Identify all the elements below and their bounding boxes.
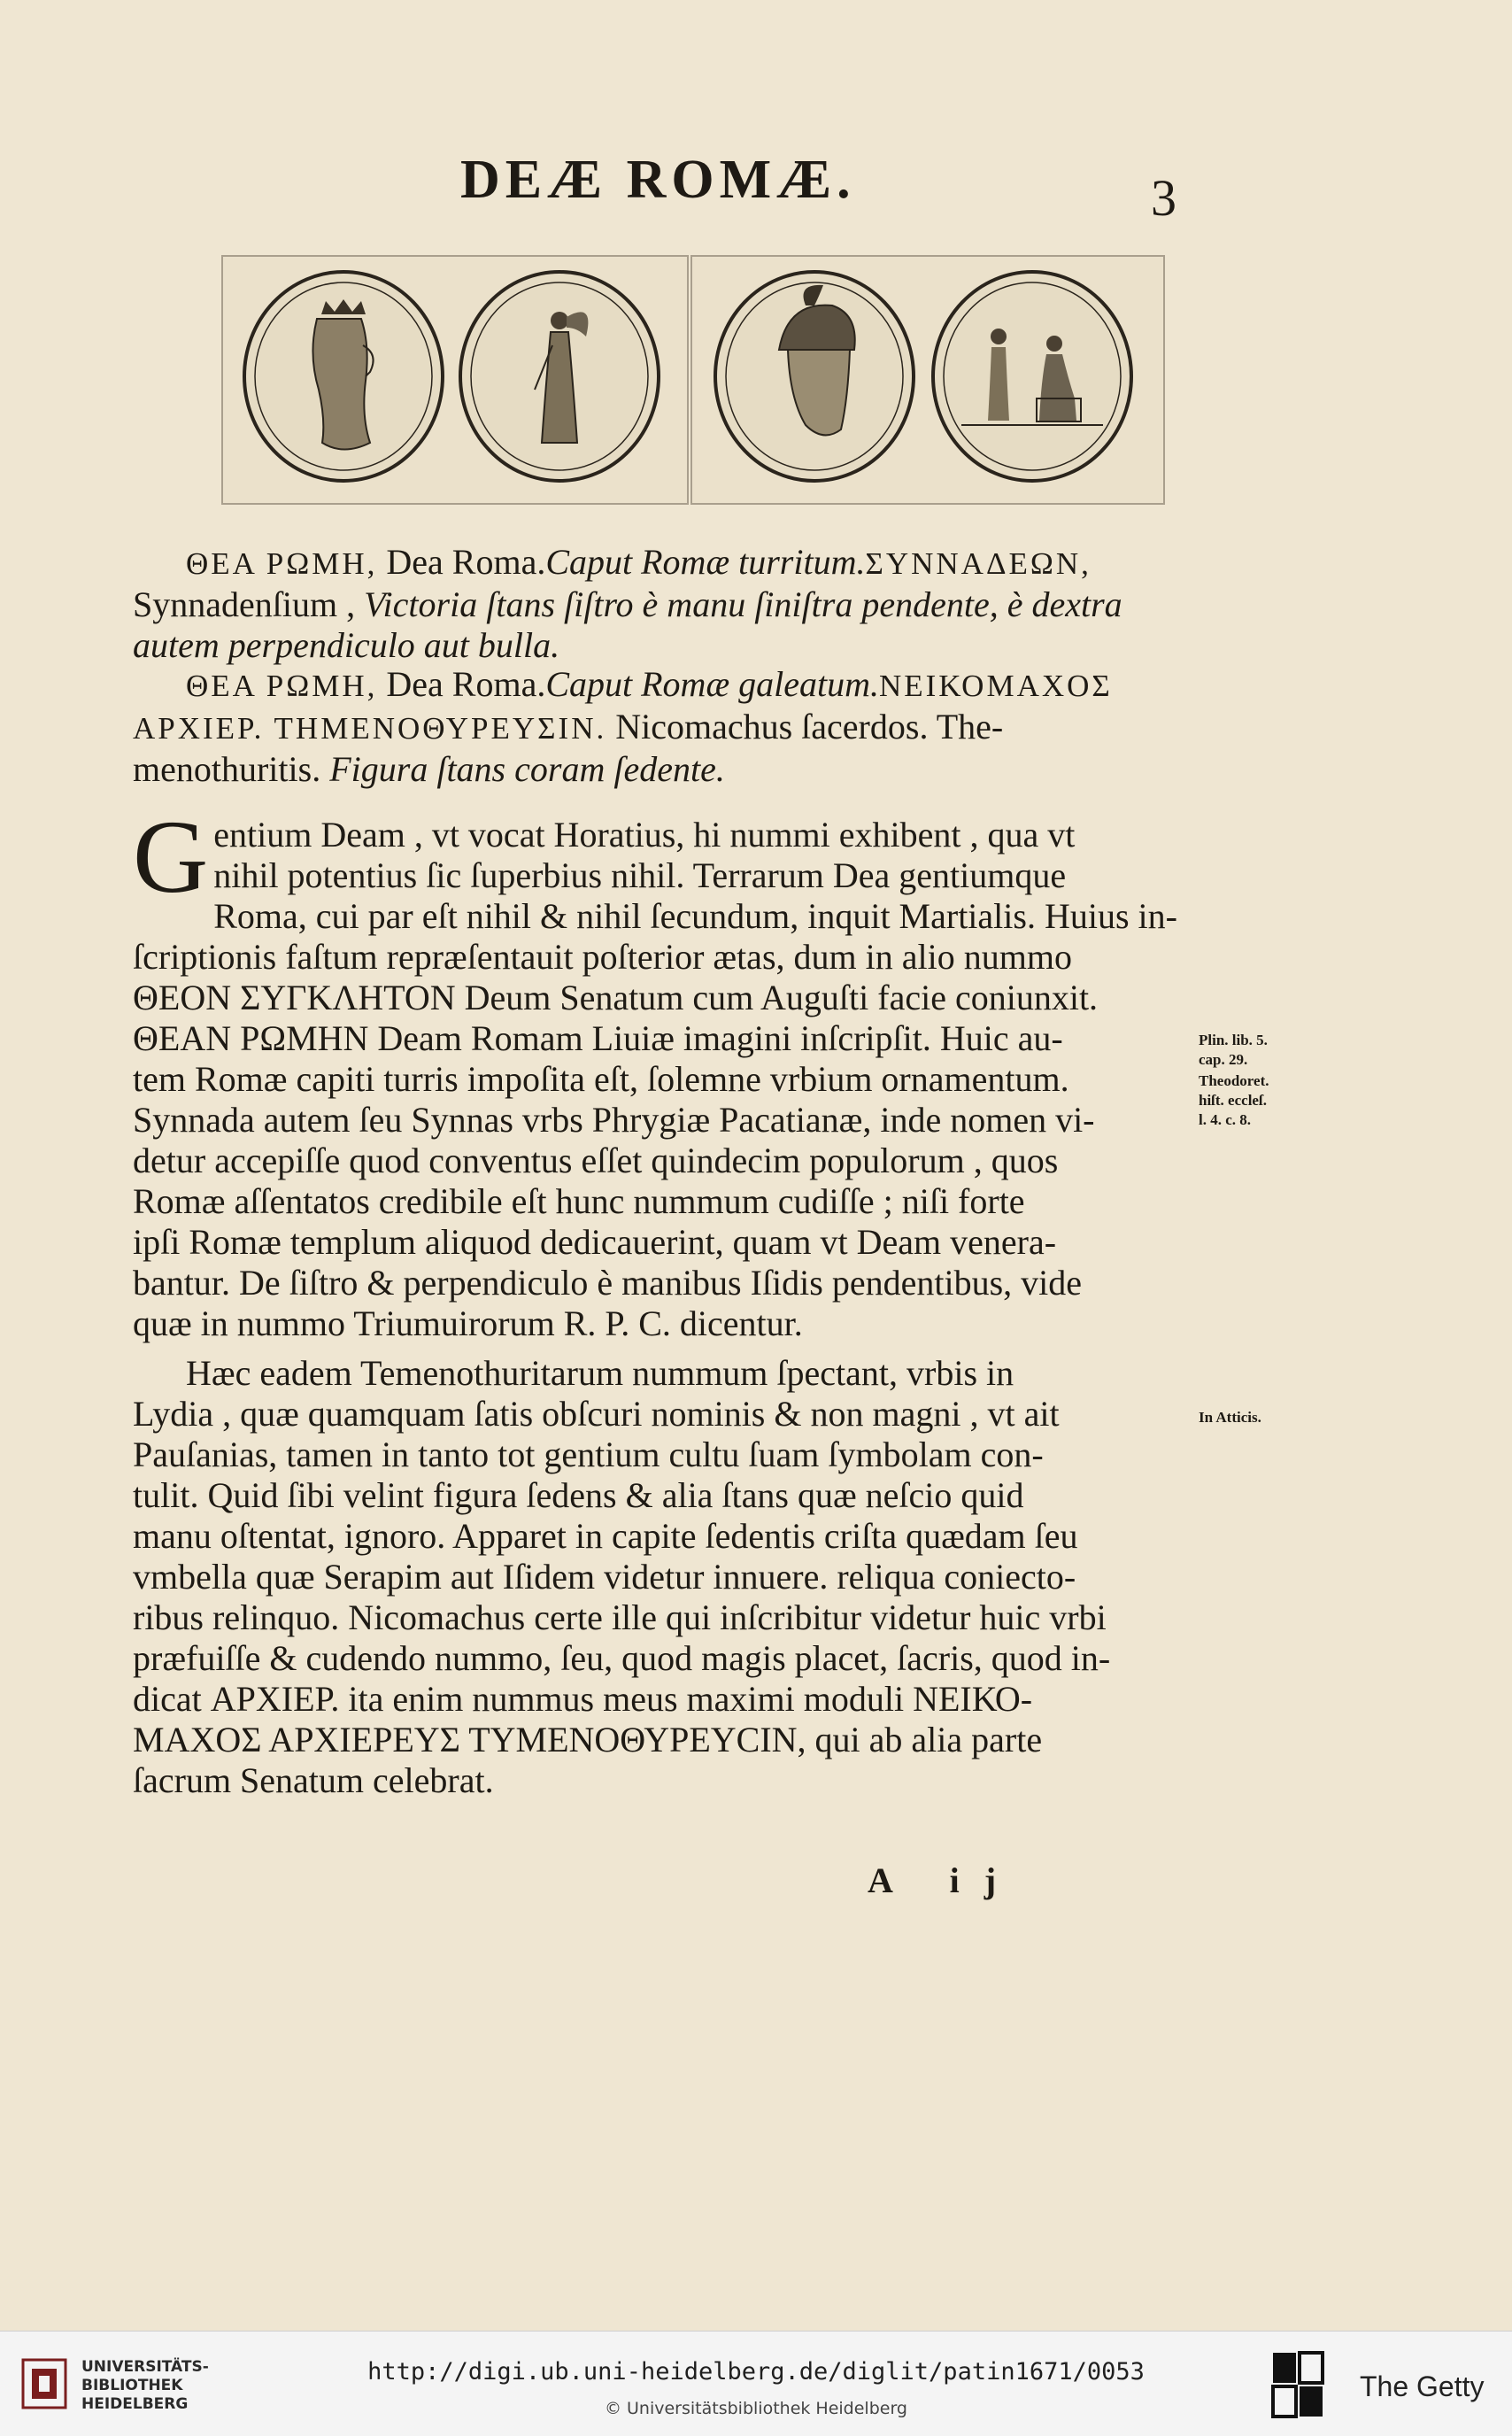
body-line: Pauſanias, tamen in tanto tot gentium cultu ſuam ſymbolam con- <box>133 1435 1044 1474</box>
marginal-line: Theodoret. <box>1199 1072 1269 1089</box>
getty-logo-icon[interactable] <box>1271 2351 1326 2418</box>
body-line: Hæc eadem Temenothuritarum nummum ſpectant, vrbis in <box>186 1353 1014 1393</box>
body-line: Lydia , quæ quamquam ſatis obſcuri nominis & non magni , vt ait <box>133 1394 1060 1434</box>
coin-helmeted-head-icon <box>708 266 921 487</box>
page-title: DEÆ ROMÆ. <box>460 150 856 210</box>
signature-mark: A ij <box>868 1860 1022 1900</box>
coin-standing-victory-icon <box>453 266 666 487</box>
body-line: Romæ aſſentatos credibile eſt hunc nummum cudiſſe ; niſi forte <box>133 1181 1025 1221</box>
greek-legend: ΑΡΧΙΕΡ. ΤΗΜΕΝΟΘΥΡΕΥΣΙΝ. <box>133 711 607 746</box>
marginal-line: Plin. lib. 5. <box>1199 1032 1268 1048</box>
caption-text: Synnadenſium , <box>133 584 365 624</box>
caption-line <box>133 584 1186 625</box>
body-line: entium Deam , vt vocat Horatius, hi nummi exhibent , qua vt <box>213 815 1076 855</box>
caption-text: Dea Roma. <box>377 542 546 582</box>
body-line: ſcriptionis faſtum repræſentauit poſterior ætas, dum in alio nummo <box>133 937 1072 977</box>
coin-two-figures-icon <box>926 266 1138 487</box>
body-line: Roma, cui par eſt nihil & nihil ſecundum, inquit Martialis. Huius in- <box>213 896 1177 936</box>
caption-italic: Caput Romæ galeatum. <box>545 664 879 704</box>
marginal-line: cap. 29. <box>1199 1051 1248 1068</box>
caption-text: menothuritis. <box>133 749 330 789</box>
caption-line <box>133 664 1186 707</box>
body-paragraph-2 <box>133 1353 1186 1801</box>
body-paragraph-1 <box>133 799 1186 1344</box>
caption-line: autem perpendiculo aut bulla. <box>133 625 560 665</box>
getty-name[interactable]: The Getty <box>1360 2370 1485 2402</box>
page-number: 3 <box>1151 169 1176 227</box>
coin-image-2 <box>453 266 666 487</box>
marginal-note-atticis <box>1199 1408 1261 1427</box>
marginal-note-pliny <box>1199 1031 1268 1070</box>
greek-legend: ΘΕΑ ΡΩΜΗ, <box>186 546 378 581</box>
body-line: Synnada autem ſeu Synnas vrbs Phrygiæ Pacatianæ, inde nomen vi- <box>133 1100 1095 1140</box>
marginal-line: l. 4. c. 8. <box>1199 1111 1252 1128</box>
body-line: ΜΑΧΟΣ ΑΡΧΙΕΡΕΥΣ ΤΥΜΕΝΟΘΥΡΕΥCΙΝ, qui ab alia parte <box>133 1720 1043 1759</box>
greek-legend: ΝΕΙΚΟΜΑΧΟΣ <box>879 669 1113 703</box>
library-name-line: HEIDELBERG <box>81 2395 189 2413</box>
body-line: ΘΕΟΝ ΣΥΓΚΛΗΤΟΝ Deum Senatum cum Auguſti facie coniunxit. <box>133 978 1099 1017</box>
viewer-footer <box>0 2331 1512 2436</box>
body-line: ipſi Romæ templum aliquod dedicauerint, quam vt Deam venera- <box>133 1222 1057 1262</box>
body-line: vmbella quæ Serapim aut Iſidem videtur innuere. reliqua coniecto- <box>133 1557 1076 1597</box>
caption-line <box>133 707 1186 749</box>
caption-italic: Caput Romæ turritum. <box>545 542 866 582</box>
copyright-notice: © Universitätsbibliothek Heidelberg <box>604 2399 907 2418</box>
marginal-note-theodoret <box>1199 1071 1269 1130</box>
permalink-url[interactable]: http://digi.ub.uni-heidelberg.de/diglit/patin1671/0053 <box>367 2358 1145 2386</box>
coin-caption-1 <box>133 542 1186 666</box>
body-line: bantur. De ſiſtro & perpendiculo è manibus Iſidis pendentibus, vide <box>133 1263 1083 1303</box>
body-line: præfuiſſe & cudendo nummo, ſeu, quod magis placet, ſacris, quod in- <box>133 1638 1111 1678</box>
body-line: nihil potentius ſic ſuperbius nihil. Terrarum Dea gentiumque <box>213 855 1067 895</box>
drop-cap: G <box>133 799 209 915</box>
caption-text: Dea Roma. <box>377 664 546 704</box>
caption-text: Nicomachus ſacerdos. The- <box>606 707 1004 746</box>
coin-caption-2 <box>133 664 1186 790</box>
marginal-line: hiſt. eccleſ. <box>1199 1092 1267 1109</box>
caption-line <box>133 542 1186 584</box>
caption-line <box>133 749 1186 790</box>
body-line: ſacrum Senatum celebrat. <box>133 1760 494 1800</box>
body-line: tem Romæ capiti turris impoſita eſt, ſolemne vrbium ornamentum. <box>133 1059 1069 1099</box>
library-name-line: BIBLIOTHEK <box>81 2377 183 2394</box>
greek-legend: ΘΕΑ ΡΩΜΗ, <box>186 669 378 703</box>
coin-image-4 <box>926 266 1138 487</box>
coin-image-3 <box>708 266 921 487</box>
body-line: dicat ΑΡΧΙΕΡ. ita enim nummus meus maximi moduli ΝΕΙΚΟ- <box>133 1679 1033 1719</box>
marginal-line: In Atticis. <box>1199 1409 1261 1426</box>
body-line: tulit. Quid ſibi velint figura ſedens & alia ſtans quæ neſcio quid <box>133 1475 1024 1515</box>
body-line: ribus relinquo. Nicomachus certe ille qui inſcribitur videtur huic vrbi <box>133 1597 1107 1637</box>
coin-image-1 <box>237 266 450 487</box>
body-line: quæ in nummo Triumuirorum R. P. C. dicentur. <box>133 1303 803 1343</box>
greek-legend: ΣΥΝΝΑΔΕΩΝ, <box>865 546 1092 581</box>
body-line: manu oſtentat, ignoro. Apparet in capite ſedentis criſta quædam ſeu <box>133 1516 1078 1556</box>
library-name-line: UNIVERSITÄTS- <box>81 2358 209 2376</box>
body-line: ΘΕΑΝ ΡΩΜΗΝ Deam Romam Liuiæ imagini inſcripſit. Huic au- <box>133 1018 1063 1058</box>
caption-italic: Victoria ſtans ſiſtro è manu ſiniſtra pendente, è dextra <box>364 584 1122 624</box>
body-line: detur accepiſſe quod conventus eſſet quindecim populorum , quos <box>133 1141 1059 1180</box>
caption-italic: Figura ſtans coram ſedente. <box>329 749 725 789</box>
coin-turreted-head-icon <box>237 266 450 487</box>
